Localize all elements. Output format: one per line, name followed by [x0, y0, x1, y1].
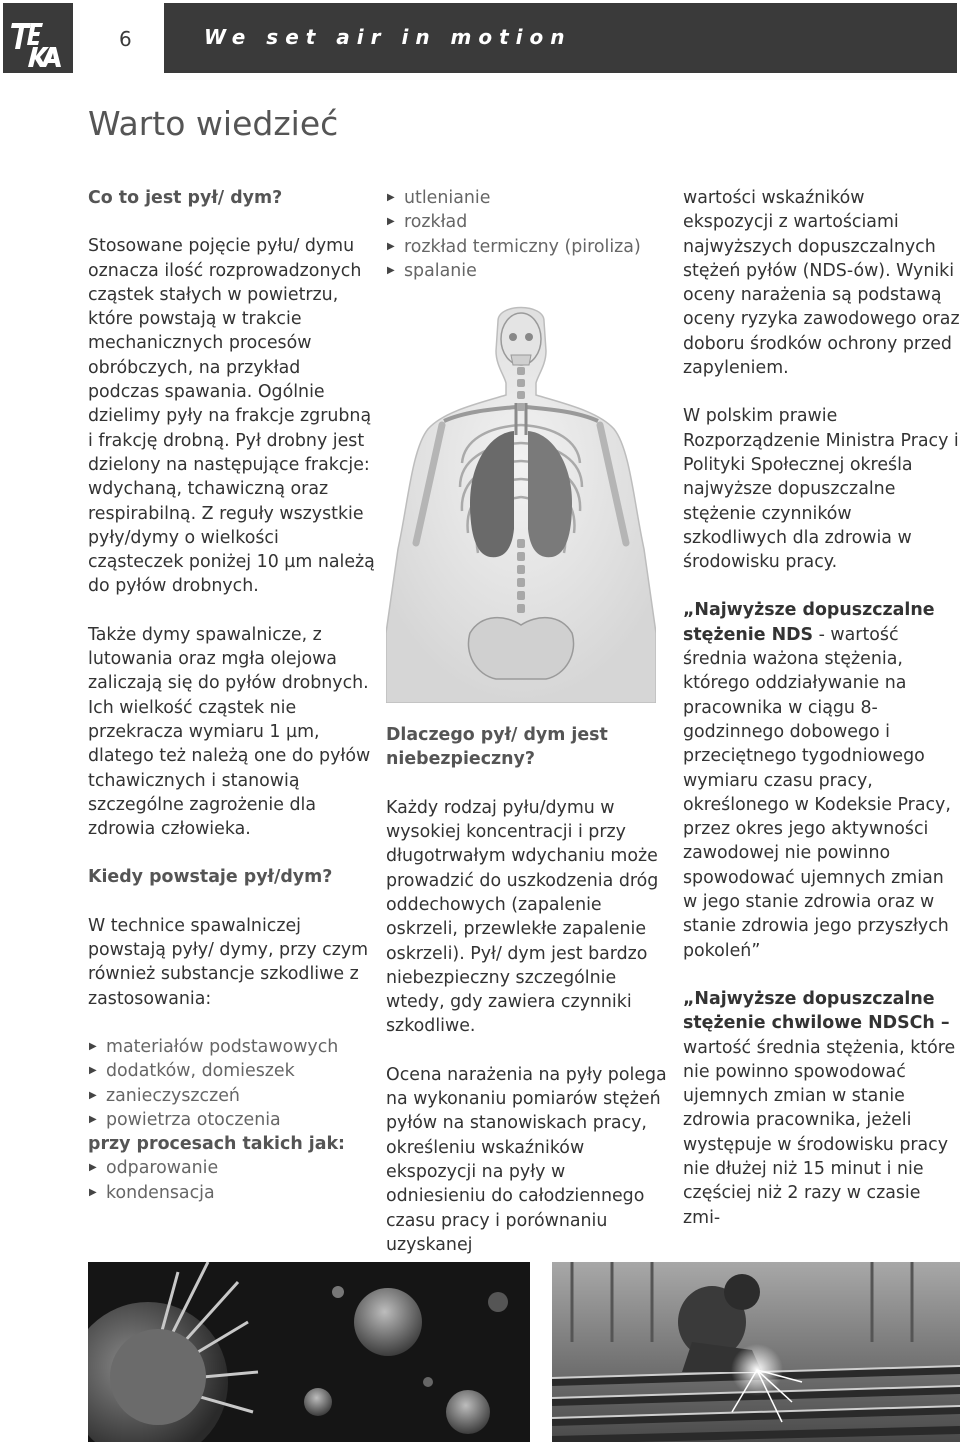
welder-image	[552, 1262, 960, 1442]
processes-list	[88, 1156, 376, 1205]
paragraph-danger: Każdy rodzaj pyłu/dymu w wysokiej koncentracji i przy długotrwałym wdychaniu może prowadzić do uszkodzenia dróg oddechowych (zapalenie oskrzeli, przewlekłe zapalenie oskrzeli). Pył/ dym jest bardzo niebezpieczny szczególnie wtedy, gdy zawiera czynniki szkodliwe.	[386, 797, 659, 1037]
paragraph-assessment: Ocena narażenia na pyły polega na wykonaniu pomiarów stężeń pyłów na stanowiskach pracy, określeniu wskaźników ekspozycji na pyły w odniesieniu do całodziennego czasu pracy i porównaniu uzyskanej	[386, 1064, 667, 1255]
list-item: ▶ spalanie	[386, 259, 668, 283]
teka-logo-icon	[3, 3, 73, 73]
list-item: ▶ utlenianie	[386, 186, 668, 210]
dust-particles-image	[88, 1262, 530, 1442]
dust-particles-photo	[88, 1262, 530, 1442]
list-item: ▶ zanieczyszczeń	[88, 1084, 376, 1108]
human-lungs-skeleton-image	[386, 303, 656, 703]
list-item: ▶ rozkład	[386, 210, 668, 234]
list-item: ▶ kondensacja	[88, 1181, 376, 1205]
question-why-dangerous: Dlaczego pył/ dym jest niebezpieczny?	[386, 725, 608, 770]
column-1	[88, 186, 376, 1205]
paragraph-nds-definition	[683, 598, 960, 962]
paragraph-definition: Stosowane pojęcie pyłu/ dymu oznacza ilość rozprowadzonych cząstek stałych w powietrzu, które powstają w trakcie mechanicznych procesów obróbczych, na przykład podczas spawania. Ogólnie dzielimy pyły na frakcje zgrubną i frakcję drobną. Pył drobny jest dzielony na następujące frakcje: wdychaną, tchawiczną oraz respirabilną. Z reguły wszystkie pyły/dymy o wielkości cząsteczek poniżej 10 µm należą do pyłów drobnych.	[88, 236, 375, 597]
welder-photo	[552, 1262, 960, 1442]
paragraph-polish-law: W polskim prawie Rozporządzenie Ministra Pracy i Polityki Społecznej określa najwyższe dopuszczalne stężenie czynników szkodliwych dla zdrowia w środowisku pracy.	[683, 406, 959, 573]
nds-term: „Najwyższe dopuszczalne stężenie NDS	[683, 600, 935, 645]
anatomy-illustration	[386, 303, 656, 703]
column-2	[386, 186, 668, 1281]
paragraph-ndsch-definition	[683, 987, 960, 1230]
page-title: Warto wiedzieć	[88, 104, 339, 143]
question-when-dust-forms: Kiedy powstaje pył/dym?	[88, 867, 333, 888]
ndsch-description: wartość średnia stężenia, które nie powinno spowodować ujemnych zmian w stanie zdrowia pracownika, jeżeli występuje w środowisku pracy nie dłużej niż 15 minut i nie częściej niż 2 razy w czasie zmi-	[683, 1037, 956, 1228]
list-item: ▶ materiałów podstawowych	[88, 1035, 376, 1059]
processes-list-continued	[386, 186, 668, 283]
sources-list	[88, 1035, 376, 1132]
paragraph-welding-fumes: Także dymy spawalnicze, z lutowania oraz mgła olejowa zaliczają się do pyłów drobnych. Ich wielkość cząstek nie przekracza wymiaru 1 µm, dlatego też należą one do pyłów tchawicznych i stanowią szczególne zagrożenie dla zdrowia człowieka.	[88, 624, 371, 840]
list-item: ▶ rozkład termiczny (piroliza)	[386, 235, 668, 259]
list-item: ▶ odparowanie	[88, 1156, 376, 1180]
tagline: We set air in motion	[204, 25, 572, 49]
paragraph-welding-technique: W technice spawalniczej powstają pyły/ dymy, przy czym również substancje szkodliwe z zastosowania:	[88, 915, 369, 1009]
page-number: 6	[119, 27, 132, 51]
list-item: ▶ dodatków, domieszek	[88, 1059, 376, 1083]
processes-heading: przy procesach takich jak:	[88, 1134, 345, 1155]
question-what-is-dust: Co to jest pył/ dym?	[88, 188, 283, 208]
ndsch-term: „Najwyższe dopuszczalne stężenie chwilowe NDSCh –	[683, 988, 950, 1034]
teka-logo	[3, 3, 73, 73]
page-number-box	[76, 3, 161, 73]
column-3	[683, 186, 960, 1254]
tagline-bar	[164, 3, 957, 73]
list-item: ▶ powietrza otoczenia	[88, 1108, 376, 1132]
nds-description: - wartość średnia ważona stężenia, którego oddziaływanie na pracownika w ciągu 8-godzinnego dobowego i przeciętnego tygodniowego wymiaru czasu pracy, określonego w Kodeksie Pracy, przez okres jego aktywności zawodowej nie powinno spowodować ujemnych zmian w jego stanie zdrowia oraz w stanie zdrowia jego przyszłych pokoleń”	[683, 624, 951, 961]
page-header	[0, 0, 960, 74]
paragraph-nds-comparison: wartości wskaźników ekspozycji z wartościami najwyższych dopuszczalnych stężeń pyłów (NDS-ów). Wyniki oceny narażenia są podstawą oceny ryzyka zawodowego oraz doboru środków ochrony przed zapyleniem.	[683, 188, 960, 379]
